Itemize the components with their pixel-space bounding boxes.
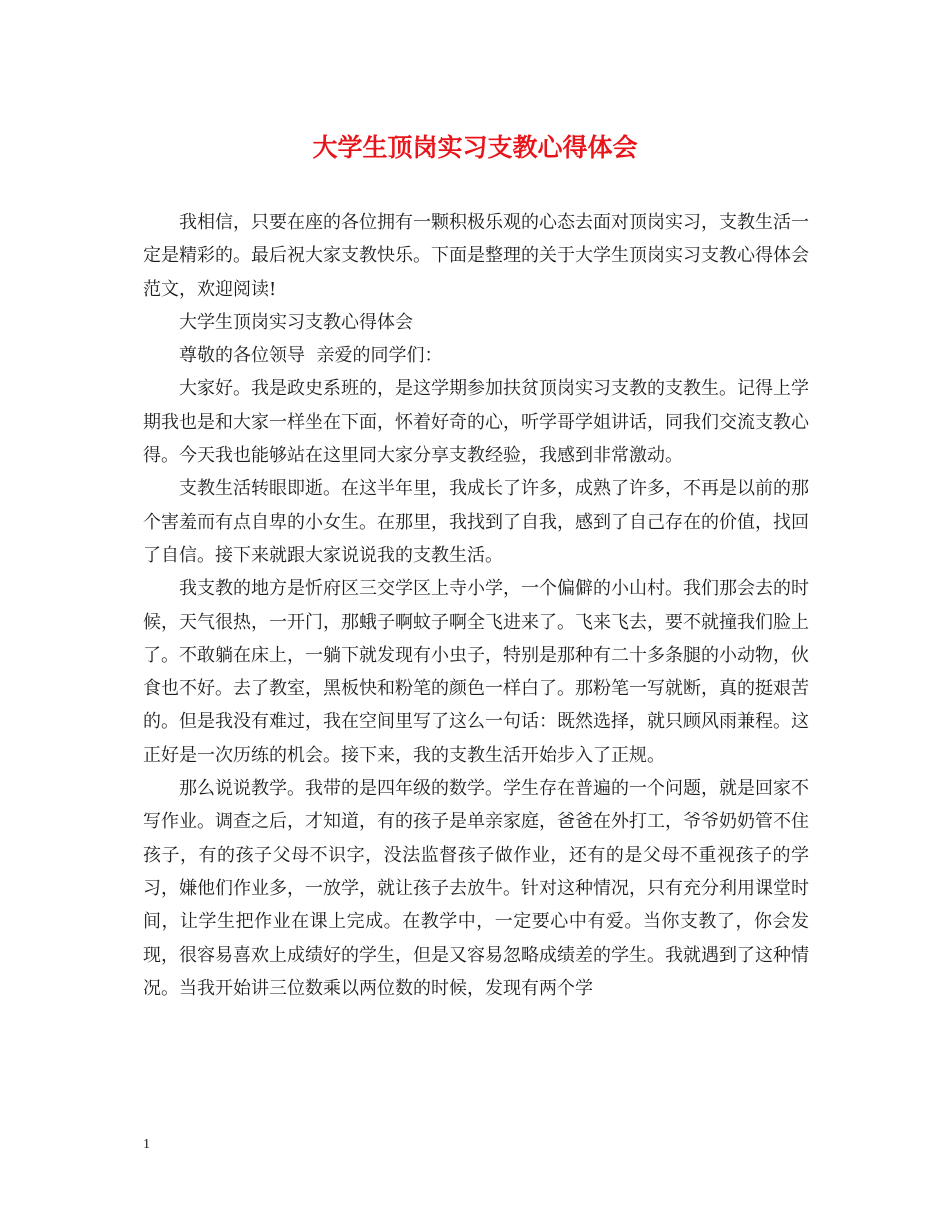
paragraph-salutation: 尊敬的各位领导 亲爱的同学们： (179, 345, 443, 367)
page-number: 1 (143, 1137, 150, 1152)
paragraph-subtitle: 大学生顶岗实习支教心得体会 (179, 311, 413, 333)
paragraph-growth: 支教生活转眼即逝。在这半年里，我成长了许多，成熟了许多，不再是以前的那个害羞而有点自卑的小女生。在那里，我找到了自我，感到了自己存在的价值，找回了自信。接下来就跟大家说说我的支教生活。 (143, 478, 809, 566)
document-title: 大学生顶岗实习支教心得体会 (312, 133, 638, 162)
paragraph-greeting: 大家好。我是政史系班的，是这学期参加扶贫顶岗实习支教的支教生。记得上学期我也是和大家一样坐在下面，怀着好奇的心，听学哥学姐讲话，同我们交流支教心得。今天我也能够站在这里同大家分享支教经验，我感到非常激动。 (143, 378, 809, 467)
document-body (143, 206, 809, 1005)
paragraph-location: 我支教的地方是忻府区三交学区上寺小学，一个偏僻的小山村。我们那会去的时候，天气很热，一开门，那蛾子啊蚊子啊全飞进来了。飞来飞去，要不就撞我们脸上了。不敢躺在床上，一躺下就发现有小虫子，特别是那种有二十多条腿的小动物，伙食也不好。去了教室，黑板快和粉笔的颜色一样白了。那粉笔一写就断，真的挺艰苦的。但是我没有难过，我在空间里写了这么一句话：既然选择，就只顾风雨兼程。这正好是一次历练的机会。接下来，我的支教生活开始步入了正规。 (143, 578, 809, 766)
paragraph-intro: 我相信，只要在座的各位拥有一颗积极乐观的心态去面对顶岗实习，支教生活一定是精彩的。最后祝大家支教快乐。下面是整理的关于大学生顶岗实习支教心得体会范文，欢迎阅读! (143, 212, 809, 300)
paragraph-teaching: 那么说说教学。我带的是四年级的数学。学生存在普遍的一个问题，就是回家不写作业。调查之后，才知道，有的孩子是单亲家庭，爸爸在外打工，爷爷奶奶管不住孩子，有的孩子父母不识字，没法监督孩子做作业，还有的是父母不重视孩子的学习，嫌他们作业多，一放学，就让孩子去放牛。针对这种情况，只有充分利用课堂时间，让学生把作业在课上完成。在教学中，一定要心中有爱。当你支教了，你会发现，很容易喜欢上成绩好的学生，但是又容易忽略成绩差的学生。我就遇到了这种情况。当我开始讲三位数乘以两位数的时候，发现有两个学 (143, 778, 809, 999)
